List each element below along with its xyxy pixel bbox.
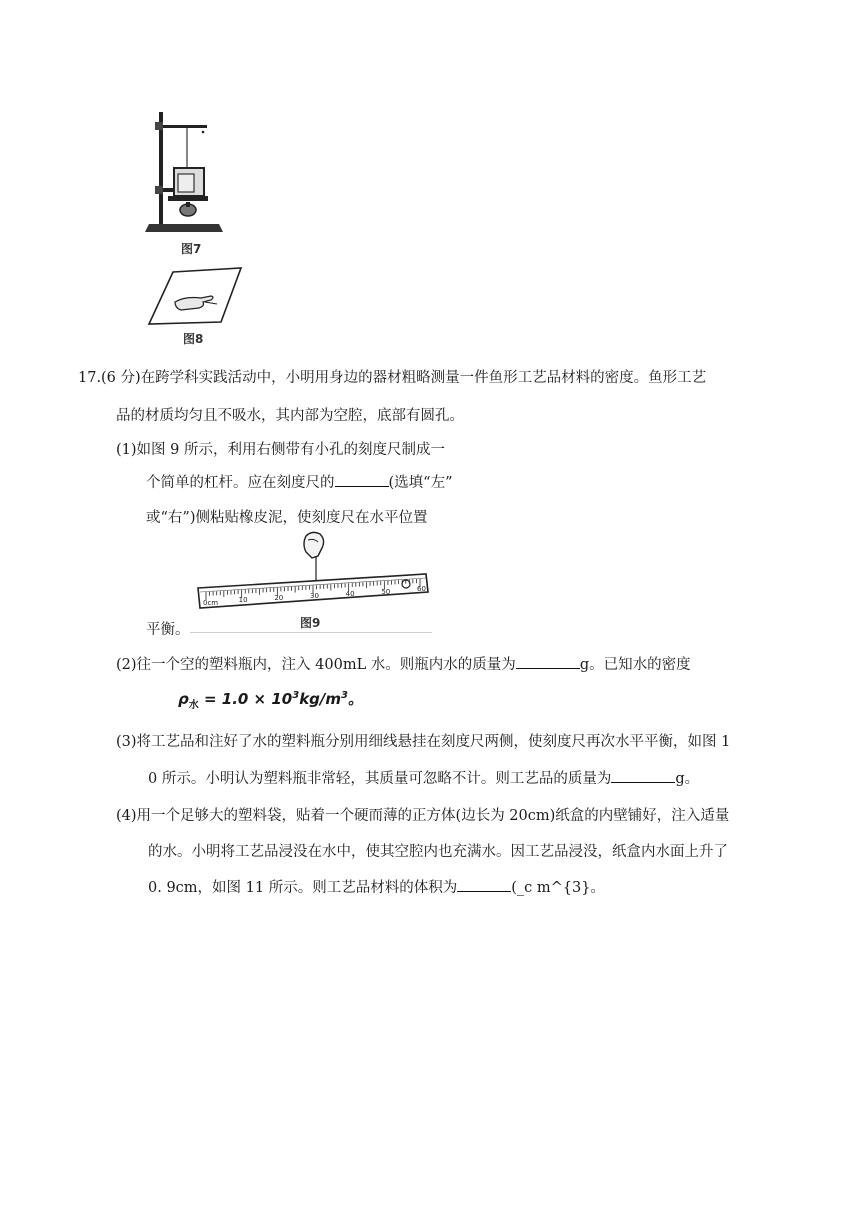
figure-7-drawing (145, 108, 225, 238)
answer-blank-1[interactable] (335, 472, 389, 487)
figure-9-underline (190, 632, 432, 633)
figure-9 (194, 530, 434, 632)
part-2-text-before-blank: (2)往一个空的塑料瓶内，注入 400mL 水。则瓶内水的质量为 (116, 657, 516, 673)
part-4-text-after-blank: (_c m^{3}。 (511, 880, 605, 896)
formula-value: = 1.0 × 10 (198, 690, 293, 708)
ruler-label: 50 (381, 587, 391, 596)
part-1-line-4: 平衡。 (146, 622, 190, 638)
part-1-text-before-blank: 个简单的杠杆。应在刻度尺的 (146, 475, 335, 491)
answer-blank-2[interactable] (516, 654, 580, 669)
formula-rho-subscript: 水 (188, 700, 199, 711)
part-3-line-2 (148, 768, 699, 789)
figure-7 (145, 108, 225, 258)
answer-blank-3[interactable] (611, 768, 675, 783)
part-4-line-3 (148, 877, 605, 898)
ruler-label: 30 (310, 591, 319, 600)
formula-end: 。 (348, 690, 364, 708)
formula-unit-exponent: 3 (341, 690, 348, 701)
ruler-label: 0cm (203, 598, 219, 607)
part-1-line-2 (146, 472, 452, 493)
part-3-text-before-blank: 0 所示。小明认为塑料瓶非常轻，其质量可忽略不计。则工艺品的质量为 (148, 771, 612, 787)
ruler-label: 20 (274, 594, 284, 603)
formula-unit: kg/m (299, 690, 342, 708)
ruler-label: 60 (417, 585, 426, 594)
ruler-labels (194, 530, 434, 612)
ruler-label: 40 (345, 589, 355, 598)
part-4-line-2: 的水。小明将工艺品浸没在水中，使其空腔内也充满水。因工艺品浸没，纸盒内水面上升了 (148, 844, 728, 860)
part-4-line-1: (4)用一个足够大的塑料袋，贴着一个硬而薄的正方体(边长为 20cm)纸盒的内壁铺好，注入适量 (116, 808, 730, 824)
part-3-line-1: (3)将工艺品和注好了水的塑料瓶分别用细线悬挂在刻度尺两侧，使刻度尺再次水平平衡，如图 1 (116, 734, 731, 750)
formula-exponent: 3 (292, 690, 300, 701)
question-number: 17. (78, 370, 102, 386)
formula-rho: ρ (178, 690, 189, 708)
part-1-line-3: 或“右”)侧粘贴橡皮泥，使刻度尺在水平位置 (146, 510, 428, 526)
question-intro-line-2: 品的材质均匀且不吸水，其内部为空腔，底部有圆孔。 (116, 408, 464, 424)
part-1-text-after-blank: (选填“左” (388, 475, 453, 491)
ruler-label: 10 (238, 596, 248, 605)
figure-8 (145, 266, 245, 348)
part-3-text-after-blank: g。 (675, 771, 700, 787)
answer-blank-4[interactable] (457, 877, 511, 892)
question-intro-line-1: (6 分)在跨学科实践活动中，小明用身边的器材粗略测量一件鱼形工艺品材料的密度。鱼形工艺 (101, 370, 707, 386)
figure-8-caption: 图8 (183, 332, 204, 346)
part-1-line-1: (1)如图 9 所示，利用右侧带有小孔的刻度尺制成一 (116, 442, 445, 458)
figure-9-caption: 图9 (300, 616, 321, 630)
part-2-text-after-blank: g。已知水的密度 (579, 657, 691, 673)
figure-8-drawing (145, 266, 245, 328)
part-4-text-before-blank: 0. 9cm，如图 11 所示。则工艺品材料的体积为 (148, 880, 458, 896)
figure-7-caption: 图7 (181, 242, 202, 256)
water-density-formula (178, 688, 363, 711)
part-2-line-1 (116, 654, 691, 675)
